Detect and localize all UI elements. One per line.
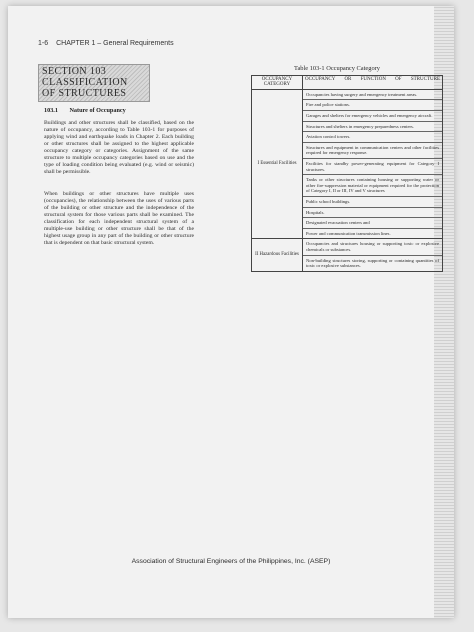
function-item: Structures and equipment in communication centers and other facilities required for emergency response. bbox=[303, 143, 442, 159]
body-paragraph: Buildings and other structures shall be classified, based on the nature of occupancy, according to Table 103-1 for purposes of applying wind and earthquake loads in Chapter 2. Each building or other structures shall be assigned to the highest applicable occupancy category or categories. Assignment of the same structure to multiple occupancy categories based on use and the type of loading condition being evaluated (e.g. wind or seismic) shall be permissible. bbox=[44, 120, 194, 175]
running-header bbox=[38, 40, 174, 47]
subsection-number: 103.1 bbox=[44, 107, 58, 114]
page-footer: Association of Structural Engineers of the Philippines, Inc. (ASEP) bbox=[131, 558, 331, 565]
body-paragraph: When buildings or other structures have multiple uses (occupancies), the relationship between the uses of various parts of the building or other structure and the independence of the structural system for those various parts shall be examined. The classification for each independent structural system of a multiple-use building or other structure shall be that of the highest usage group in any part of the building or other structure that is dependent on that basic structural system. bbox=[44, 191, 194, 246]
function-item: Occupancies and structures housing or supporting toxic or explosive chemicals or substances. bbox=[303, 239, 442, 255]
function-item: Non-building structures storing, supporting or containing quantities of toxic or explosive substances. bbox=[306, 257, 439, 269]
function-item: Aviation control towers. bbox=[303, 132, 442, 143]
function-item: Tanks or other structures containing housing or supporting water or other fire-suppression material or equipment required for the protection of Category I, II or III, IV and V structures bbox=[303, 175, 442, 197]
function-item: Public school buildings. bbox=[303, 197, 442, 208]
page-number: 1-6 bbox=[38, 40, 49, 47]
section-heading-banner bbox=[38, 64, 150, 102]
occupancy-table bbox=[251, 75, 443, 272]
section-heading-line: SECTION 103 bbox=[42, 66, 107, 77]
category-cell: II Hazardous Facilities bbox=[252, 239, 303, 271]
table-header-row bbox=[252, 76, 443, 90]
function-item: Hospitals. bbox=[303, 208, 442, 219]
section-heading-line: OF STRUCTURES bbox=[42, 88, 127, 99]
chapter-title: CHAPTER 1 – General Requirements bbox=[56, 40, 174, 47]
function-list bbox=[303, 239, 443, 271]
column-header-function: OCCUPANCY OR FUNCTION OF STRUCTURE bbox=[303, 76, 443, 90]
section-heading-line: CLASSIFICATION bbox=[42, 77, 128, 88]
function-item: Garages and shelters for emergency vehicles and emergency aircraft. bbox=[303, 111, 442, 122]
function-item: Structures and shelters in emergency preparedness centers. bbox=[303, 122, 442, 133]
function-item: Occupancies having surgery and emergency treatment areas. bbox=[303, 90, 442, 101]
table-row bbox=[252, 239, 443, 271]
subsection-title: Nature of Occupancy bbox=[69, 107, 126, 114]
function-list bbox=[303, 89, 443, 239]
function-item: Designated evacuation centers and bbox=[303, 218, 442, 229]
category-cell: I Essential Facilities bbox=[252, 89, 303, 239]
function-item: Facilities for standby power-generating equipment for Category I structures. bbox=[303, 159, 442, 175]
function-item: Power and communication transmission lines. bbox=[306, 230, 391, 236]
table-caption: Table 103-1 Occupancy Category bbox=[294, 65, 380, 72]
function-item: Fire and police stations. bbox=[303, 100, 442, 111]
table-row bbox=[252, 89, 443, 239]
column-header-category: OCCUPANCY CATEGORY bbox=[252, 76, 303, 90]
subsection-heading bbox=[44, 107, 126, 114]
document-page bbox=[8, 6, 454, 618]
